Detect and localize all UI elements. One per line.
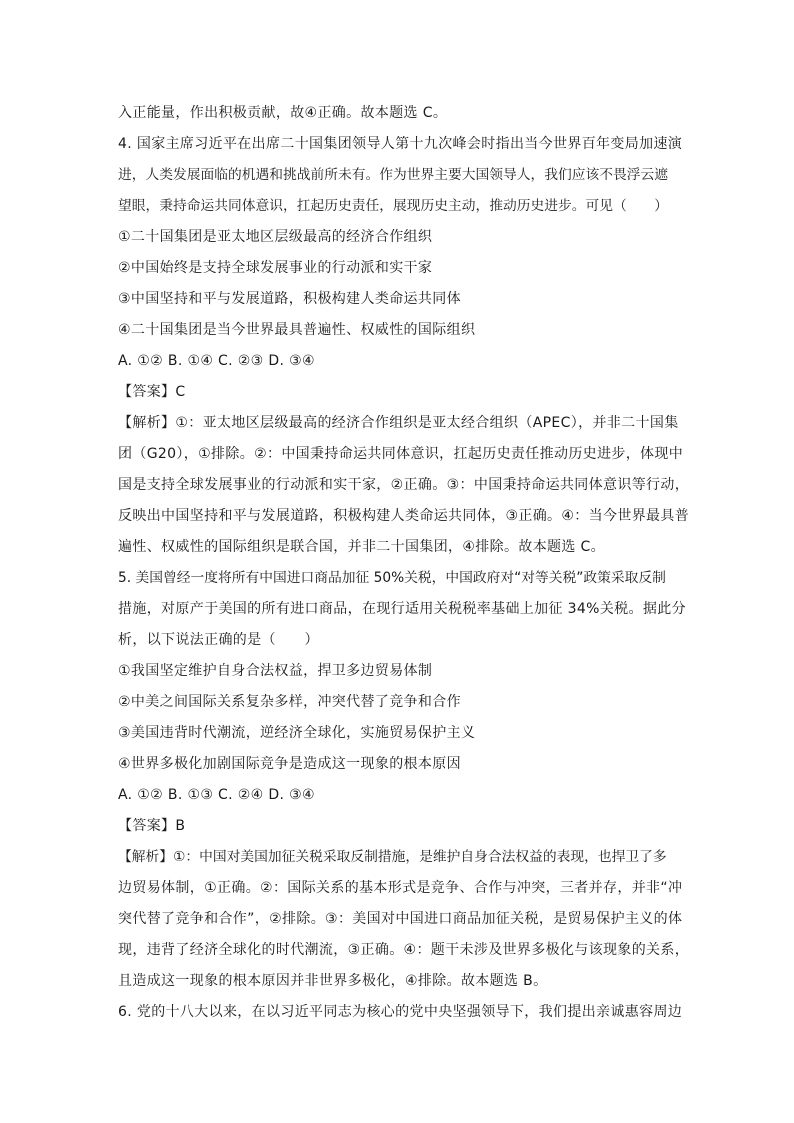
text-line: 进，人类发展面临的机遇和挑战前所未有。作为世界主要大国领导人，我们应该不畏浮云遮 [118,167,669,183]
text-line: 且造成这一现象的根本原因并非世界多极化，④排除。故本题选 B。 [118,973,548,989]
statement-4: ④二十国集团是当今世界最具普遍性、权威性的国际组织 [118,322,476,338]
statement-4: ④世界多极化加剧国际竞争是造成这一现象的根本原因 [118,756,461,772]
text-line: 边贸易体制，①正确。②：国际关系的基本形式是竞争、合作与冲突，三者并存，并非“冲 [118,880,683,896]
question-4-stem: 4. 国家主席习近平在出席二十国集团领导人第十九次峰会时指出当今世界百年变局加速演 [118,136,683,152]
answer-choices: A. ①② B. ①④ C. ②③ D. ③④ [118,353,315,369]
page-content [118,98,688,1028]
text-line: 突代替了竞争和合作”，②排除。③：美国对中国进口商品加征关税，是贸易保护主义的体 [118,911,683,927]
statement-3: ③中国坚持和平与发展道路，积极构建人类命运共同体 [118,291,461,307]
text-line: 析，以下说法正确的是（ ） [118,632,319,648]
answer-key: 【答案】B [118,818,186,834]
text-line: 望眼，秉持命运共同体意识，扛起历史责任，展现历史主动，推动历史进步。可见（ ） [118,198,669,214]
explanation: 【解析】①：亚太地区层级最高的经济合作组织是亚太经合组织（APEC），并非二十国集 [118,415,679,431]
statement-2: ②中美之间国际关系复杂多样，冲突代替了竞争和合作 [118,694,461,710]
statement-1: ①二十国集团是亚太地区层级最高的经济合作组织 [118,229,433,245]
text-line: 措施，对原产于美国的所有进口商品，在现行适用关税税率基础上加征 34%关税。据此分 [118,601,686,617]
answer-choices: A. ①② B. ①③ C. ②④ D. ③④ [118,787,315,803]
statement-3: ③美国违背时代潮流，逆经济全球化，实施贸易保护主义 [118,725,476,741]
text-line: 反映出中国坚持和平与发展道路，积极构建人类命运共同体，③正确。④：当今世界最具普 [118,508,690,524]
text-line: 团（G20），①排除。②：中国秉持命运共同体意识，扛起历史责任推动历史进步，体现中 [118,446,684,462]
statement-2: ②中国始终是支持全球发展事业的行动派和实干家 [118,260,433,276]
text-line: 国是支持全球发展事业的行动派和实干家，②正确。③：中国秉持命运共同体意识等行动， [118,477,690,493]
text-line: 遍性、权威性的国际组织是联合国，并非二十国集团，④排除。故本题选 C。 [118,539,606,555]
text-line: 入正能量，作出积极贡献，故④正确。故本题选 C。 [118,105,448,121]
question-5-stem: 5. 美国曾经一度将所有中国进口商品加征 50%关税，中国政府对“对等关税”政策采取反制 [118,570,666,586]
explanation: 【解析】①：中国对美国加征关税采取反制措施，是维护自身合法权益的表现，也捍卫了多 [118,849,667,865]
question-6-stem: 6. 党的十八大以来，在以习近平同志为核心的党中央坚强领导下，我们提出亲诚惠容周边 [118,1004,683,1020]
statement-1: ①我国坚定维护自身合法权益，捍卫多边贸易体制 [118,663,433,679]
text-line: 现，违背了经济全球化的时代潮流，③正确。④：题干未涉及世界多极化与该现象的关系， [118,942,690,958]
answer-key: 【答案】C [118,384,186,400]
